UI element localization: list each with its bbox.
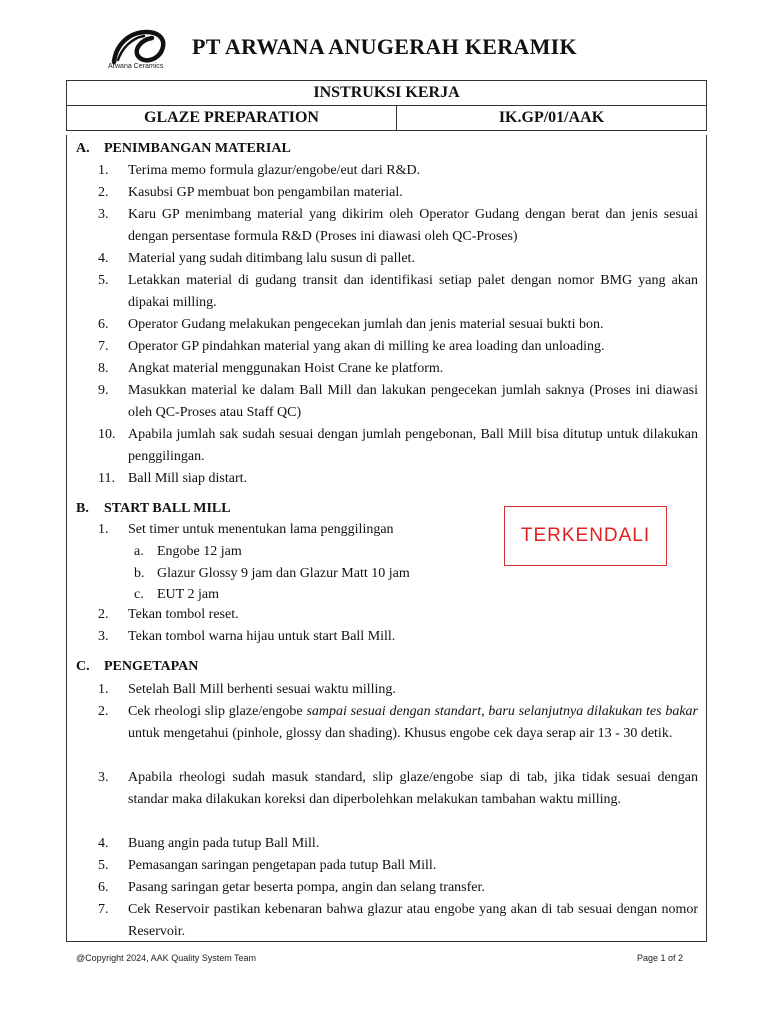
footer-page-number: Page 1 of 2 bbox=[637, 953, 684, 963]
section-c-title bbox=[76, 659, 198, 675]
section-heading: PENGETAPAN bbox=[104, 659, 199, 674]
list-item: 5. Pemasangan saringan pengetapan pada tutup Ball Mill. bbox=[98, 858, 437, 873]
section-a-title bbox=[76, 141, 291, 157]
list-item: 3. Tekan tombol warna hijau untuk start Ball Mill. bbox=[98, 629, 396, 644]
list-item: 2. Cek rheologi slip glaze/engobe sampai sesuai dengan standart, baru selanjutnya dilakukan tes bakar untuk mengetahui (pinhole, glossy dan shading). Khusus engobe cek daya serap air 13 - 30 detik. bbox=[98, 704, 698, 741]
list-item: 1. Terima memo formula glazur/engobe/eut dari R&D. bbox=[98, 163, 421, 178]
section-letter: B. bbox=[76, 501, 89, 516]
doc-code: IK.GP/01/AAK bbox=[397, 106, 707, 131]
sub-item: b. Glazur Glossy 9 jam dan Glazur Matt 10 jam bbox=[134, 566, 410, 581]
sub-item: c. EUT 2 jam bbox=[134, 587, 219, 602]
doc-type: INSTRUKSI KERJA bbox=[67, 81, 707, 106]
list-item: 11. Ball Mill siap distart. bbox=[98, 471, 247, 486]
list-item: 1. Set timer untuk menentukan lama penggilingan bbox=[98, 522, 394, 537]
controlled-stamp: TERKENDALI bbox=[504, 506, 667, 566]
doc-title: GLAZE PREPARATION bbox=[67, 106, 397, 131]
section-letter: C. bbox=[76, 659, 90, 674]
section-letter: A. bbox=[76, 141, 90, 156]
list-item: 10. Apabila jumlah sak sudah sesuai dengan jumlah pengebonan, Ball Mill bisa ditutup untuk dilakukan penggilingan. bbox=[98, 427, 698, 464]
document-title-table bbox=[66, 80, 707, 131]
list-item: 1. Setelah Ball Mill berhenti sesuai waktu milling. bbox=[98, 682, 396, 697]
list-item: 6. Operator Gudang melakukan pengecekan jumlah dan jenis material sesuai bukti bon. bbox=[98, 317, 604, 332]
document-header bbox=[108, 26, 708, 76]
section-heading: PENIMBANGAN MATERIAL bbox=[104, 141, 291, 156]
list-item: 9. Masukkan material ke dalam Ball Mill dan lakukan pengecekan jumlah saknya (Proses ini diawasi oleh QC-Proses atau Staff QC) bbox=[98, 383, 698, 420]
sub-item: a. Engobe 12 jam bbox=[134, 544, 242, 559]
list-item: 7. Operator GP pindahkan material yang akan di milling ke area loading dan unloading. bbox=[98, 339, 605, 354]
list-item: 2. Tekan tombol reset. bbox=[98, 607, 239, 622]
list-item: 6. Pasang saringan getar beserta pompa, angin dan selang transfer. bbox=[98, 880, 485, 895]
list-item: 2. Kasubsi GP membuat bon pengambilan material. bbox=[98, 185, 403, 200]
section-b-title bbox=[76, 501, 231, 517]
logo-caption: Arwana Ceramics bbox=[108, 63, 164, 70]
list-item: 4. Buang angin pada tutup Ball Mill. bbox=[98, 836, 320, 851]
list-item: 7. Cek Reservoir pastikan kebenaran bahwa glazur atau engobe yang akan di tab sesuai dengan nomor Reservoir. bbox=[98, 902, 698, 939]
company-name: PT ARWANA ANUGERAH KERAMIK bbox=[192, 34, 577, 59]
footer-copyright: @Copyright 2024, AAK Quality System Team bbox=[76, 953, 257, 963]
list-item: 5. Letakkan material di gudang transit dan identifikasi setiap palet dengan nomor BMG yang akan dipakai milling. bbox=[98, 273, 698, 310]
list-item: 3. Apabila rheologi sudah masuk standard, slip glaze/engobe siap di tab, jika tidak sesuai dengan standar maka dilakukan koreksi dan diperbolehkan melakukan tambahan waktu milling. bbox=[98, 770, 698, 807]
section-heading: START BALL MILL bbox=[104, 501, 231, 516]
list-item: 4. Material yang sudah ditimbang lalu susun di pallet. bbox=[98, 251, 415, 266]
list-item: 8. Angkat material menggunakan Hoist Crane ke platform. bbox=[98, 361, 444, 376]
list-item: 3. Karu GP menimbang material yang dikirim oleh Operator Gudang dengan berat dan jenis sesuai dengan persentase formula R&D (Proses ini diawasi oleh QC-Proses) bbox=[98, 207, 698, 244]
